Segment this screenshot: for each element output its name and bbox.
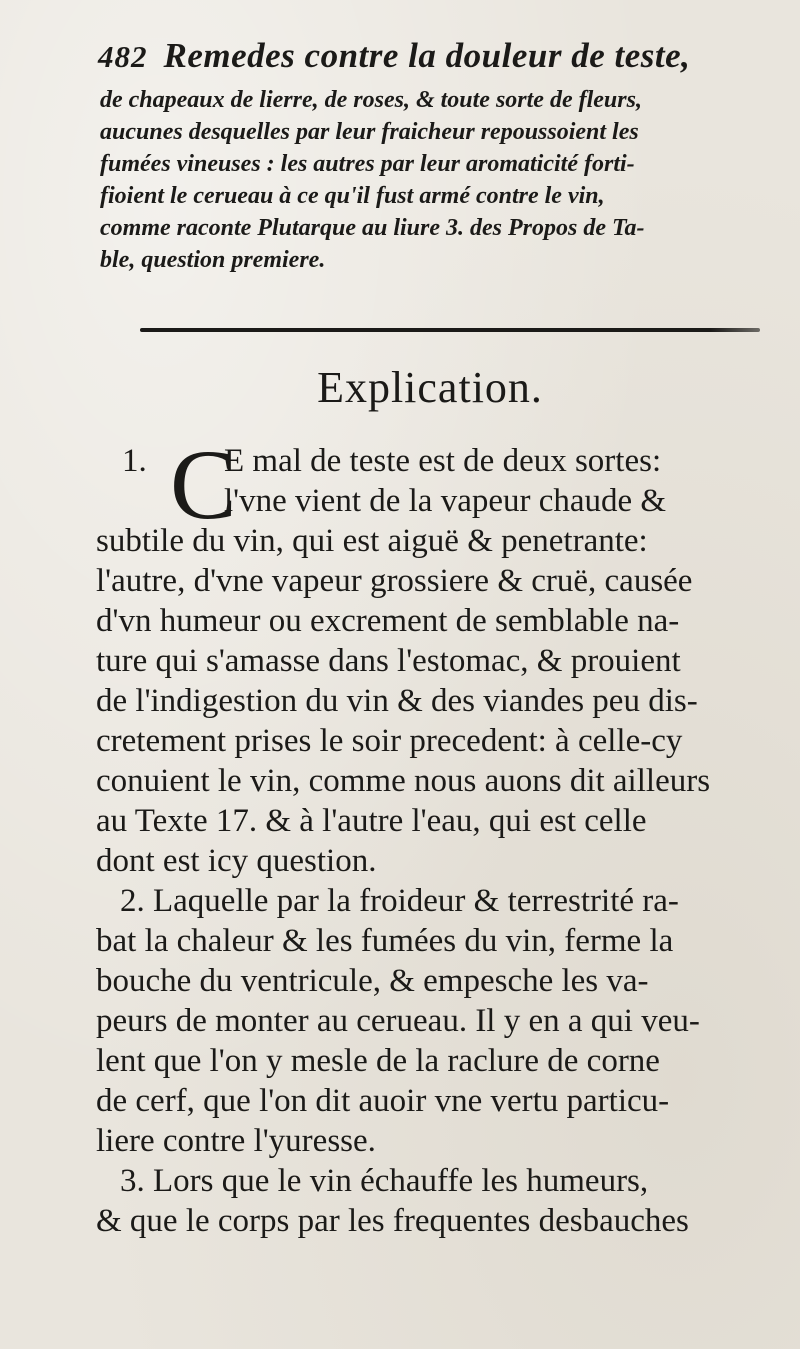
- section-heading: Explication.: [317, 363, 543, 412]
- paragraph-1-line: conuient le vin, comme nous auons dit ailleurs: [96, 763, 711, 799]
- paragraph-1-opening: [96, 429, 762, 540]
- intro-line: ble, question premiere.: [100, 247, 326, 273]
- paragraph-number: 1.: [122, 443, 147, 479]
- paragraph-1-line: au Texte 17. & à l'autre l'eau, qui est celle: [96, 803, 647, 839]
- paragraph-2-line: de cerf, que l'on dit auoir vne vertu particu-: [96, 1083, 670, 1119]
- paragraph-1-line: l'autre, d'vne vapeur grossiere & cruë, causée: [96, 563, 693, 599]
- page-header: [98, 36, 760, 76]
- paragraph-1-line: dont est icy question.: [96, 843, 377, 879]
- paragraph-1-line: d'vn humeur ou excrement de semblable na-: [96, 603, 680, 639]
- running-title: Remedes contre la douleur de teste,: [163, 36, 691, 75]
- paragraph-2-line: bat la chaleur & les fumées du vin, ferme la: [96, 923, 674, 959]
- paragraph-2-line: lent que l'on y mesle de la raclure de corne: [96, 1043, 660, 1079]
- paragraph-2-line: bouche du ventricule, & empesche les va-: [96, 963, 649, 999]
- paragraph-1-line: l'vne vient de la vapeur chaude &: [224, 483, 667, 519]
- paragraph-3-line: & que le corps par les frequentes desbauches: [96, 1203, 689, 1239]
- intro-line: fumées vineuses : les autres par leur aromaticité forti-: [100, 151, 635, 177]
- paragraph-1-line: de l'indigestion du vin & des viandes peu dis-: [96, 683, 698, 719]
- page-number: 482: [98, 39, 148, 74]
- drop-cap: C: [170, 429, 237, 540]
- intro-line: comme raconte Plutarque au liure 3. des Propos de Ta-: [100, 215, 645, 241]
- paragraph-2-line: liere contre l'yuresse.: [96, 1123, 376, 1159]
- intro-paragraph: [100, 84, 760, 276]
- paragraph-1-line: subtile du vin, qui est aiguë & penetrante:: [96, 523, 648, 559]
- paragraph-2-line: 2. Laquelle par la froideur & terrestrité ra-: [120, 883, 679, 919]
- paragraph-2-line: peurs de monter au cerueau. Il y en a qui veu-: [96, 1003, 700, 1039]
- paragraph-1-line-text: E mal de teste est de deux sortes:: [224, 443, 662, 479]
- paragraph-3-line: 3. Lors que le vin échauffe les humeurs,: [120, 1163, 649, 1199]
- paragraph-1-line: ture qui s'amasse dans l'estomac, & prouient: [96, 643, 681, 679]
- intro-line: aucunes desquelles par leur fraicheur repoussoient les: [100, 119, 639, 145]
- paragraph-1-line: cretement prises le soir precedent: à celle-cy: [96, 723, 683, 759]
- intro-line: de chapeaux de lierre, de roses, & toute sorte de fleurs,: [100, 87, 642, 113]
- section-divider: [140, 328, 760, 332]
- intro-line: fioient le cerueau à ce qu'il fust armé contre le vin,: [100, 183, 605, 209]
- explication-body: [96, 429, 762, 1241]
